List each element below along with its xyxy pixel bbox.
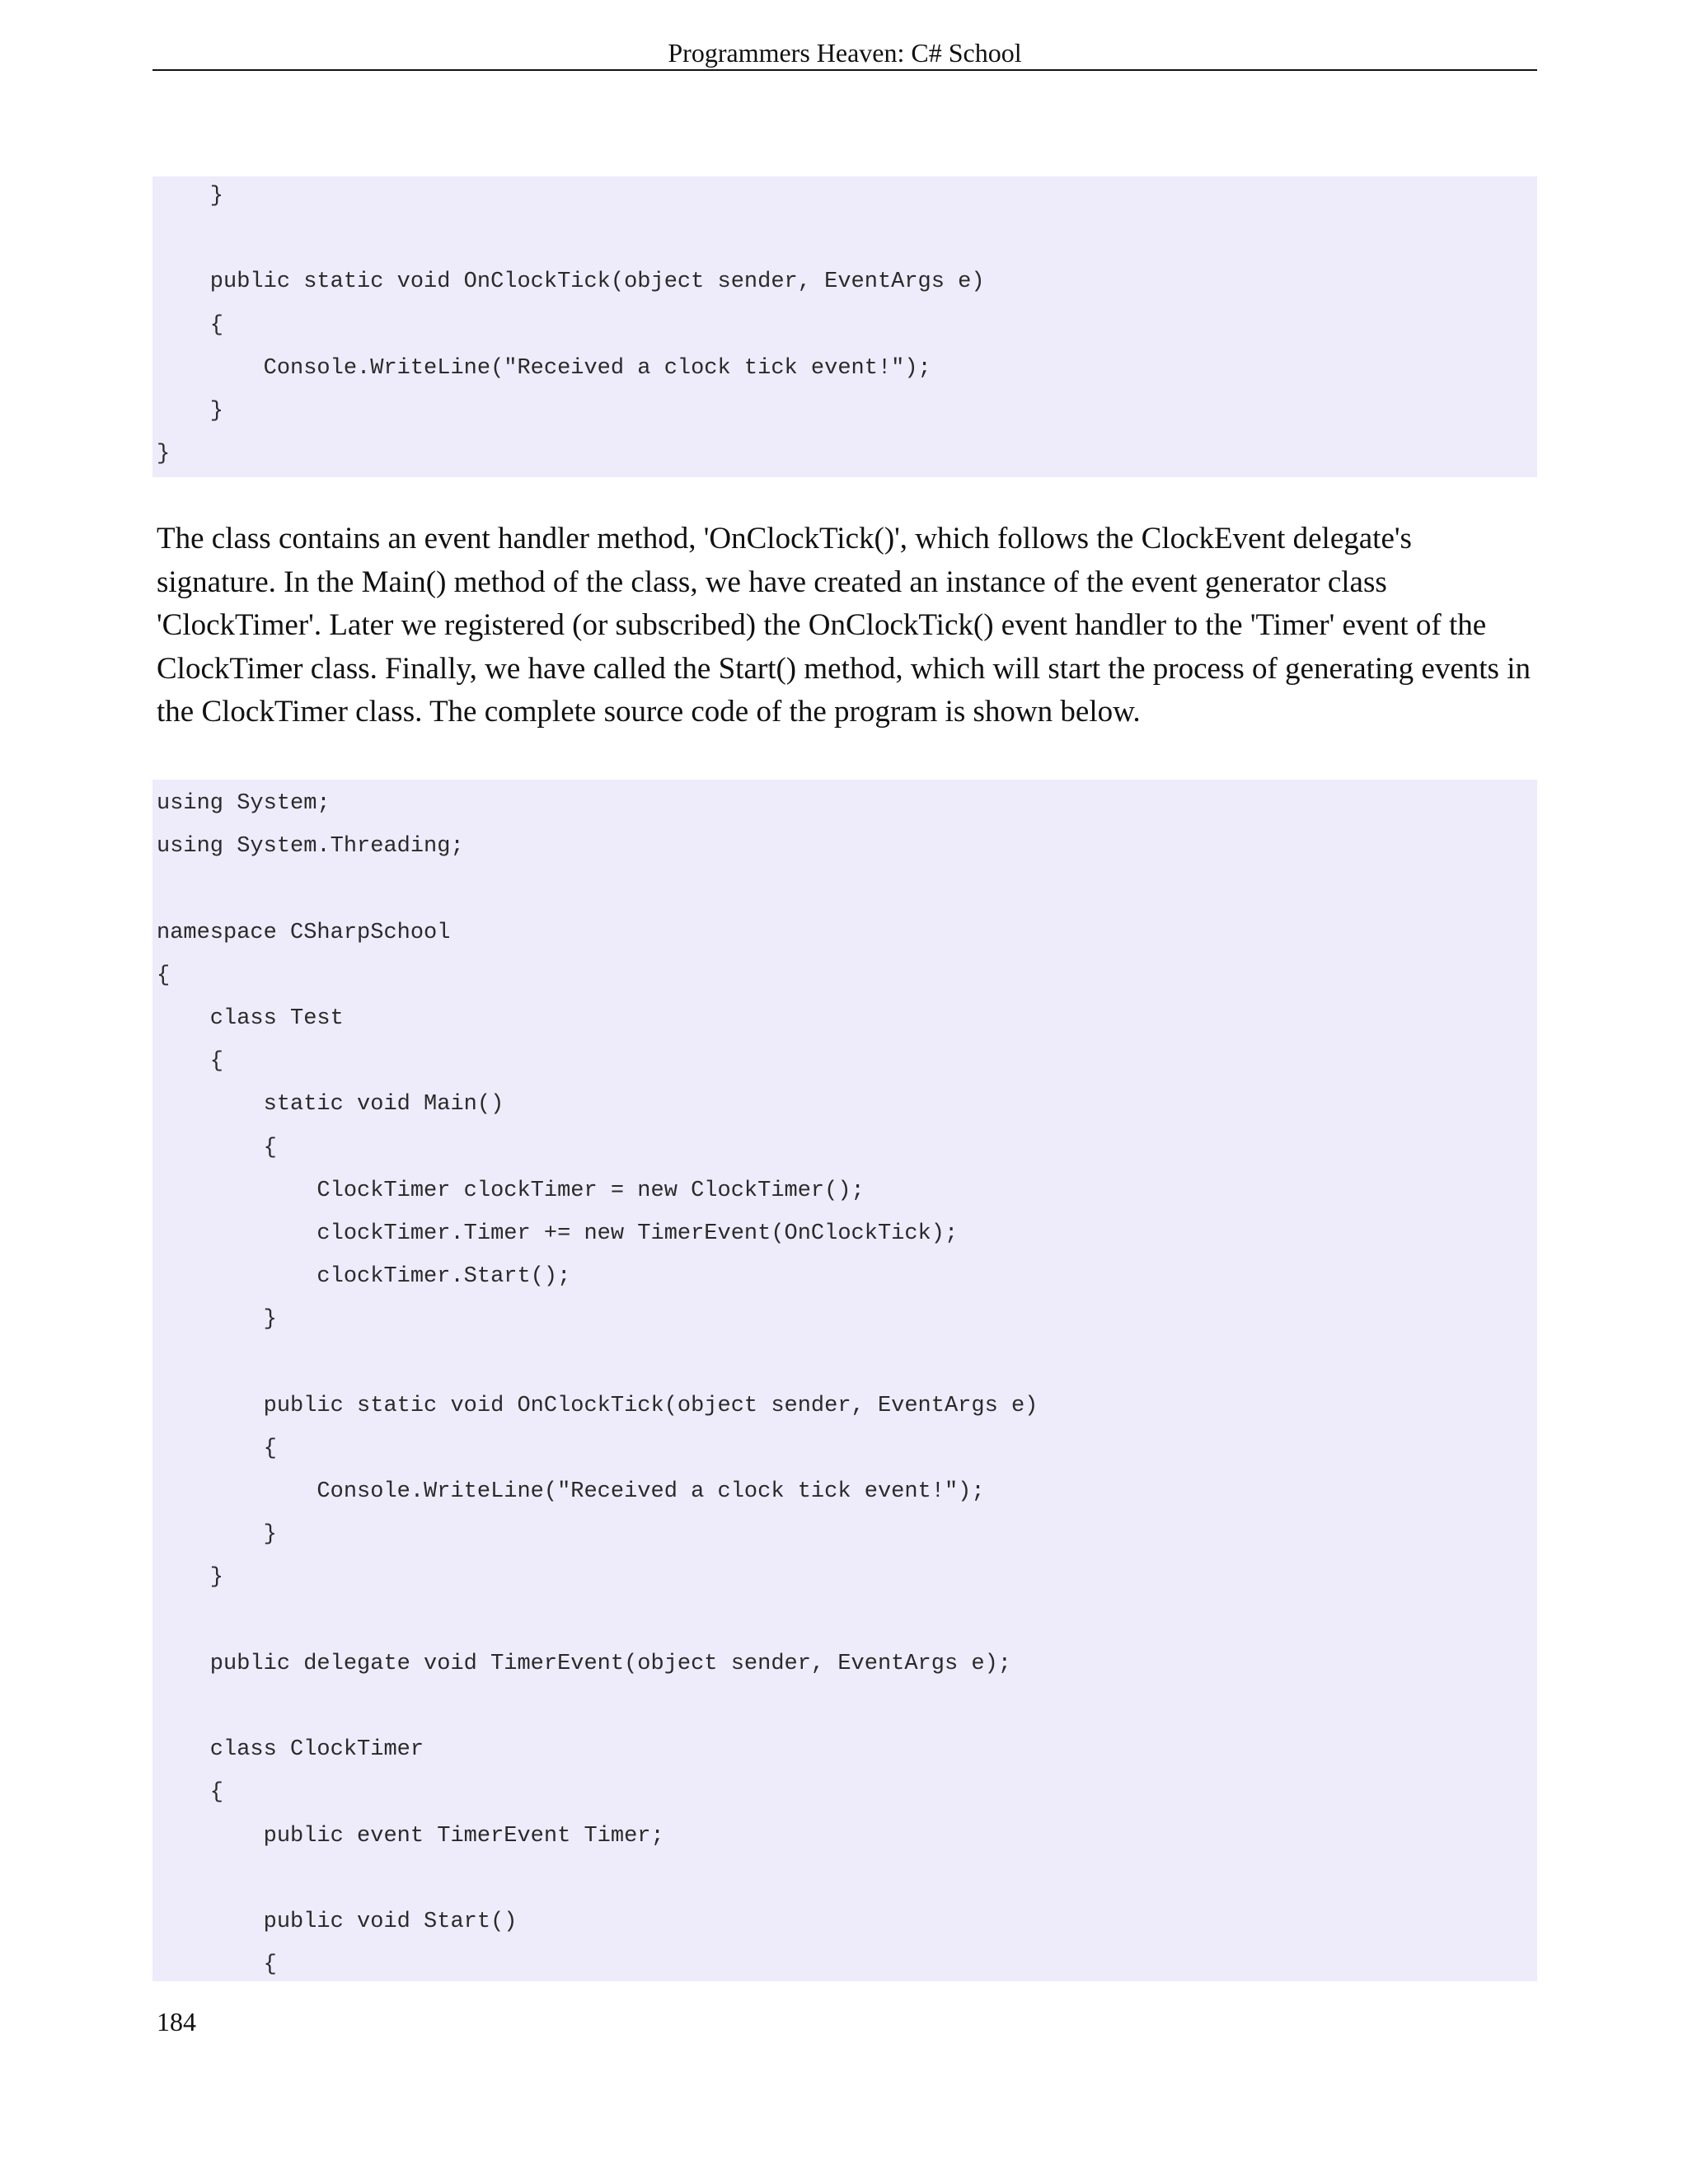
code-line: { — [157, 1135, 277, 1160]
code-line: } — [157, 1565, 224, 1591]
page-header-title: Programmers Heaven: C# School — [668, 38, 1022, 68]
code-line: class ClockTimer — [157, 1737, 424, 1763]
code-line: public void Start() — [157, 1909, 518, 1934]
code-line: using System.Threading; — [157, 834, 464, 860]
code-line: } — [157, 1307, 277, 1333]
code-line: namespace CSharpSchool — [157, 920, 451, 945]
code-line: { — [157, 963, 171, 988]
code-line: ClockTimer clockTimer = new ClockTimer(); — [157, 1178, 865, 1203]
code-line: using System; — [157, 791, 331, 816]
code-line: static void Main() — [157, 1092, 504, 1118]
code-line: { — [157, 1436, 277, 1461]
code-line: { — [157, 1049, 224, 1075]
code-line: clockTimer.Timer += new TimerEvent(OnClockTick); — [157, 1221, 959, 1246]
code-line — [157, 218, 1537, 260]
code-line: } — [157, 184, 224, 209]
code-line: Console.WriteLine("Received a clock tick event!"); — [157, 1479, 985, 1504]
code-line: { — [157, 1952, 277, 1978]
code-line: class Test — [157, 1005, 344, 1031]
code-line: { — [157, 1780, 224, 1806]
code-line: public static void OnClockTick(object sender, EventArgs e) — [157, 1393, 1039, 1418]
code-line: } — [157, 1522, 277, 1548]
body-paragraph: The class contains an event handler method, 'OnClockTick()', which follows the ClockEvent delegate's signature. In the Main() method of the class, we have created an instance of the event generator class 'ClockTimer'. Later we registered (or subscribed) the OnClockTick() event handler to the 'Timer' event of the ClockTimer class. Finally, we have called the Start() method, which will start the process of generating events in the ClockTimer class. The complete source code of the program is shown below. — [157, 522, 1531, 729]
code-line — [157, 1858, 1537, 1900]
code-line: } — [157, 442, 171, 467]
code-line — [157, 1341, 1537, 1384]
code-line: public event TimerEvent Timer; — [157, 1823, 664, 1849]
code-line: } — [157, 398, 224, 424]
code-line: public delegate void TimerEvent(object sender, EventArgs e); — [157, 1651, 1011, 1676]
code-line: clockTimer.Start(); — [157, 1264, 571, 1290]
code-block — [152, 176, 1537, 477]
code-line — [157, 868, 1537, 911]
page-number: 184 — [157, 2007, 196, 2036]
code-block — [152, 780, 1537, 1981]
header-rule — [152, 69, 1537, 71]
code-line — [157, 1685, 1537, 1728]
code-line: Console.WriteLine("Received a clock tick event!"); — [157, 355, 931, 381]
code-line: public static void OnClockTick(object sender, EventArgs e) — [157, 269, 985, 295]
code-line — [157, 1600, 1537, 1643]
code-line: { — [157, 312, 224, 338]
